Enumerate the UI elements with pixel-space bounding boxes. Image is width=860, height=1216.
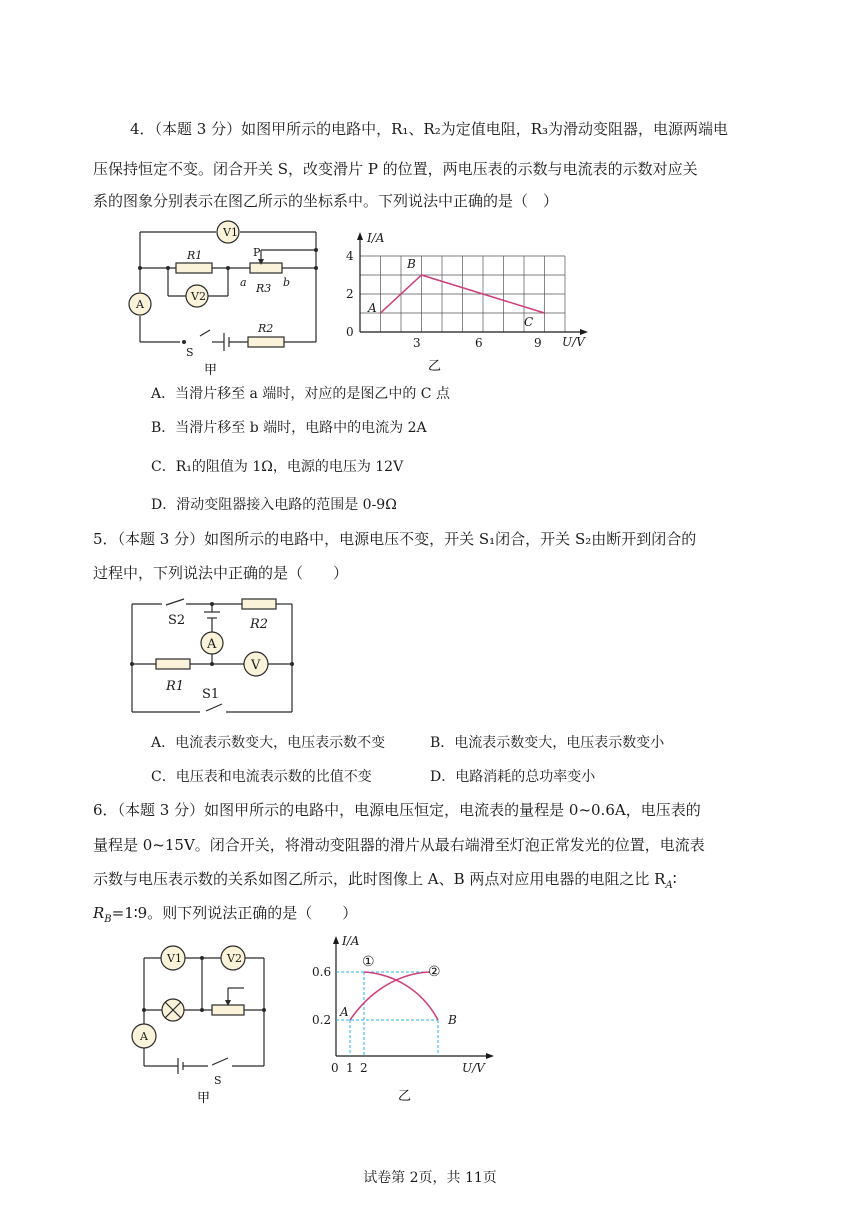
q4-line2: 压保持恒定不变。闭合开关 S，改变滑片 P 的位置，两电压表的示数与电流表的示数对应关	[93, 160, 698, 178]
q6-line4	[93, 902, 357, 925]
q4-option-c[interactable]: C．R₁的阻值为 1Ω，电源的电压为 12V	[151, 459, 404, 475]
x-tick-1: 1	[346, 1061, 354, 1075]
switch-s-label: S	[214, 1074, 222, 1087]
curve-2-label: ②	[428, 964, 441, 980]
figure-caption-yi: 乙	[428, 359, 442, 374]
curve-1-label: ①	[362, 954, 375, 970]
ratio-colon: ∶	[672, 870, 677, 888]
q6-graph	[302, 928, 502, 1106]
x-tick-6: 6	[475, 336, 483, 350]
q5-option-c[interactable]: C．电压表和电流表示数的比值不变	[151, 769, 372, 785]
q4-option-b[interactable]: B．当滑片移至 b 端时，电路中的电流为 2A	[151, 420, 427, 436]
q5-option-d[interactable]: D．电路消耗的总功率变小	[430, 769, 596, 785]
point-a-label: A	[368, 301, 377, 315]
point-c-label: C	[524, 315, 534, 329]
q5-option-b[interactable]: B．电流表示数变大，电压表示数变小	[430, 735, 665, 751]
v2-label: V2	[191, 290, 206, 303]
y-axis-label: I/A	[342, 934, 360, 948]
r3-label: R3	[256, 282, 272, 295]
q6-line4-text: =1∶9。则下列说法正确的是（ ）	[111, 904, 358, 922]
q6-line3-text: 示数与电压表示数的关系如图乙所示，此时图像上 A、B 两点对应用电器的电阻之比 R	[93, 870, 666, 888]
curve-2	[364, 972, 438, 1020]
q6-line3	[93, 868, 677, 891]
v1-label: V1	[223, 226, 238, 239]
figure-caption-jia: 甲	[204, 363, 218, 378]
point-b-label: B	[407, 257, 416, 271]
figure-caption-jia: 甲	[197, 1091, 211, 1106]
q6-line1: 6．（本题 3 分）如图甲所示的电路中，电源电压恒定，电流表的量程是 0~0.6A，电压表的	[93, 801, 701, 819]
ammeter-label: A	[207, 637, 217, 652]
q6-circuit-diagram	[128, 940, 278, 1110]
x-axis-label: U/V	[562, 335, 585, 349]
x-tick-9: 9	[534, 336, 542, 350]
page-footer: 试卷第 2页，共 11页	[363, 1170, 497, 1186]
resistor-r1-label: R1	[166, 679, 185, 694]
y-tick-2: 2	[346, 287, 354, 301]
ammeter-label: A	[140, 1030, 148, 1043]
x-tick-3: 3	[413, 336, 421, 350]
q4-option-a[interactable]: A．当滑片移至 a 端时，对应的是图乙中的 C 点	[151, 386, 450, 402]
r2-label: R2	[258, 322, 274, 335]
voltmeter-label: V	[251, 658, 261, 673]
q4-graph	[340, 224, 600, 384]
q4-circuit-diagram	[128, 220, 328, 380]
r1-label: R1	[187, 249, 203, 262]
v2-label: V2	[227, 952, 242, 965]
y-tick-0: 0	[346, 325, 354, 339]
terminal-a-label: a	[240, 276, 247, 289]
q5-line1: 5．（本题 3 分）如图所示的电路中，电源电压不变，开关 S₁闭合，开关 S₂由断开到闭合的	[93, 530, 697, 548]
point-b-label: B	[448, 1013, 457, 1027]
point-a-label: A	[340, 1005, 349, 1019]
y-tick-0-2: 0.2	[312, 1013, 332, 1027]
switch-s1-label: S1	[202, 687, 220, 702]
curve-1	[350, 972, 430, 1020]
q5-option-a[interactable]: A．电流表示数变大，电压表示数不变	[151, 735, 386, 751]
switch-s-label: S	[186, 346, 194, 359]
x-tick-2: 2	[360, 1061, 368, 1075]
q6-line2: 量程是 0~15V。闭合开关，将滑动变阻器的滑片从最右端滑至灯泡正常发光的位置，电流表	[93, 836, 705, 854]
slider-p-label: P	[253, 246, 261, 259]
x-tick-0: 0	[331, 1061, 339, 1075]
q4-option-d[interactable]: D．滑动变阻器接入电路的范围是 0-9Ω	[151, 497, 397, 513]
q5-circuit-diagram	[126, 592, 298, 718]
rb-symbol: R	[93, 904, 105, 922]
resistor-r2-label: R2	[250, 617, 269, 632]
rb-subscript: B	[104, 914, 112, 925]
ra-subscript: A	[665, 880, 673, 891]
switch-s2-label: S2	[168, 613, 186, 628]
v1-label: V1	[167, 952, 182, 965]
figure-caption-yi: 乙	[398, 1089, 412, 1104]
x-axis-label: U/V	[462, 1061, 485, 1075]
q4-line3: 系的图象分别表示在图乙所示的坐标系中。下列说法中正确的是（ ）	[93, 192, 559, 210]
ammeter-label: A	[136, 298, 144, 311]
q5-line2: 过程中，下列说法中正确的是（ ）	[93, 564, 349, 582]
y-axis-label: I/A	[367, 231, 385, 245]
y-tick-4: 4	[346, 249, 354, 263]
q4-line1: 4．（本题 3 分）如图甲所示的电路中，R₁、R₂为定值电阻，R₃为滑动变阻器，电源两端电	[130, 120, 729, 138]
y-tick-0-6: 0.6	[312, 965, 332, 979]
terminal-b-label: b	[283, 276, 291, 289]
